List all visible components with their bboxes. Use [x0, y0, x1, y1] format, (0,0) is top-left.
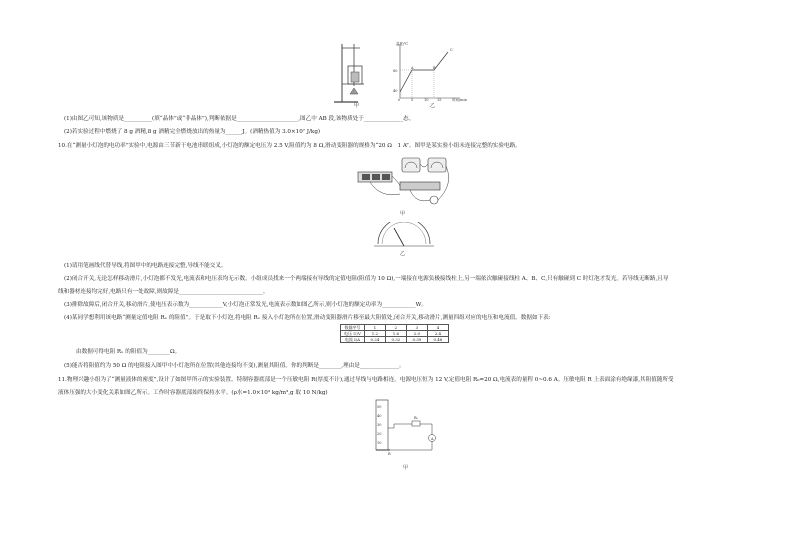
table-cell: 电流 I/A — [341, 337, 365, 343]
q11-label-a: A — [431, 437, 434, 441]
q9-line-1: (1)由图乙可知,该物质是__________(填“晶体”或“非晶体”),判断依据是______________________,图乙中 AB 段,该物质处于______________态。 — [64, 116, 415, 122]
q9-graph-point-c: C — [450, 48, 453, 52]
q9-graph-ylabel: 温度/℃ — [396, 42, 409, 46]
q10-part-1: (1)请用笔画线代替导线,将图甲中的电路连接完整,导线不能交叉。 — [64, 263, 227, 269]
q11-figure-caption: 甲 — [403, 465, 409, 471]
table-header-cell: 2 — [385, 325, 406, 331]
table-cell: 1.2 — [364, 331, 385, 337]
q10-part-4: (4)某同学想利用该电路“测量定值电阻 Rₓ 的阻值”。于是取下小灯泡,将电阻 Rₓ 接入小灯泡所在位置,滑动变阻器滑片移至最大阻值处,闭合开关,移动滑片,测量四组对应的电压和电流值。数据如下表: — [64, 315, 551, 321]
table-header-cell: 3 — [406, 325, 427, 331]
q11-label-r: R — [388, 452, 391, 456]
q9-line-2: (2)若实验过程中燃烧了 8 g 酒精,8 g 酒精完全燃烧放出的热量为______J。(酒精热值为 3.0×10⁷ J/kg) — [64, 129, 321, 135]
q10-part-2-line-1: (2)闭合开关,无论怎样移动滑片,小灯泡都不发光,电流表和电压表均无示数。小组成员找来一个两端接有导线的定值电阻(阻值为 10 Ω),一端接在电源负极接线柱上,另一端依次触碰接线柱 A、B、C,只有触碰到 C 时灯泡才发光。若导线无断路,且导 — [64, 276, 669, 282]
q9-graph-xtick-15: 15 — [437, 98, 442, 102]
q11-scale-tick-10: 10 — [377, 441, 382, 445]
q11-scale-tick-30: 30 — [377, 423, 382, 427]
table-cell: 0.24 — [364, 337, 385, 343]
table-cell: 电压 U/V — [341, 331, 365, 337]
table-cell: 2.0 — [406, 331, 427, 337]
q11-scale-tick-40: 40 — [377, 414, 382, 418]
q10-part-4-answer: 由数据可得电阻 Rₓ 的阻值为________Ω。 — [76, 349, 181, 355]
q9-graph-point-b: B — [433, 66, 436, 70]
q10-part-5: (5)能否将阻值约为 50 Ω 的电阻接入图甲中小灯泡所在位置(其他连接均不变),测量其阻值。你的判断是________,理由是______________。 — [64, 363, 405, 369]
table-cell: 2.4 — [427, 331, 448, 337]
table-header-cell: 1 — [364, 325, 385, 331]
q9-figure-caption-a: 甲 — [354, 103, 360, 109]
q10-part-3: (3)排除故障后,闭合开关,移动滑片,使电压表示数为____________V,小灯泡正常发光,电流表示数如图乙所示,则小灯泡的额定功率为____________W。 — [64, 302, 428, 308]
q9-figure-caption-b: 乙 — [430, 103, 436, 109]
q10-figure-caption-b: 乙 — [400, 251, 406, 257]
q9-graph-point-a: A — [411, 66, 414, 70]
table-cell: 0.48 — [427, 337, 448, 343]
table-cell: 0.39 — [406, 337, 427, 343]
q11-line-1: 11.物理兴趣小组为了“测量液体的密度”,设计了如图甲所示的实验装置。特制容器底部是一个压敏电阻 R(厚度不计),通过导线与电路相连。电源电压恒为 12 V,定值电阻 R₀=20 Ω,电流表的量程 0~0.6 A。压敏电阻 R 上表面涂有绝缘漆,其阻值随所受 — [58, 377, 674, 383]
q11-scale-tick-20: 20 — [377, 432, 382, 436]
q9-graph-ytick-80: 80 — [393, 69, 398, 73]
q11-scale-tick-50: 50 — [377, 405, 382, 409]
q9-temperature-graph — [392, 40, 464, 104]
q10-circuit-figure — [350, 154, 460, 216]
q11-label-r0: R₀ — [414, 416, 419, 420]
table-header-cell: 4 — [427, 325, 448, 331]
q10-data-table — [340, 324, 449, 343]
table-header-cell: 数据序号 — [341, 325, 365, 331]
table-cell: 1.6 — [385, 331, 406, 337]
table-row — [341, 337, 449, 343]
q11-line-2: 液体压强的大小变化关系如图乙所示。工作时容器底部始终保持水平。(ρ水=1.0×10³ kg/m³,g 取 10 N/kg) — [58, 390, 328, 396]
q10-intro: 10.在“测量小灯泡的电功率”实验中,电源由三节新干电池串联组成,小灯泡的额定电压为 2.5 V,阻值约为 8 Ω,滑动变阻器的规格为“20 Ω 1 A”。图甲是某实验小组未连接完整的实验电路。 — [58, 143, 521, 149]
q10-part-2-line-2: 线和器材连接均完好,电路只有一处故障,则故障是______________________________。 — [58, 289, 269, 295]
q9-graph-xtick-0: 0 — [398, 98, 401, 102]
q9-graph-ytick-40: 40 — [393, 89, 398, 93]
q9-graph-xlabel: 时间/min — [452, 98, 467, 102]
q10-ammeter-dial — [372, 222, 436, 248]
q9-graph-xtick-10: 10 — [424, 98, 429, 102]
q9-apparatus-figure — [330, 40, 380, 108]
q10-figure-caption-a: 甲 — [400, 211, 406, 217]
table-cell: 0.32 — [385, 337, 406, 343]
q9-graph-xtick-5: 5 — [411, 98, 414, 102]
